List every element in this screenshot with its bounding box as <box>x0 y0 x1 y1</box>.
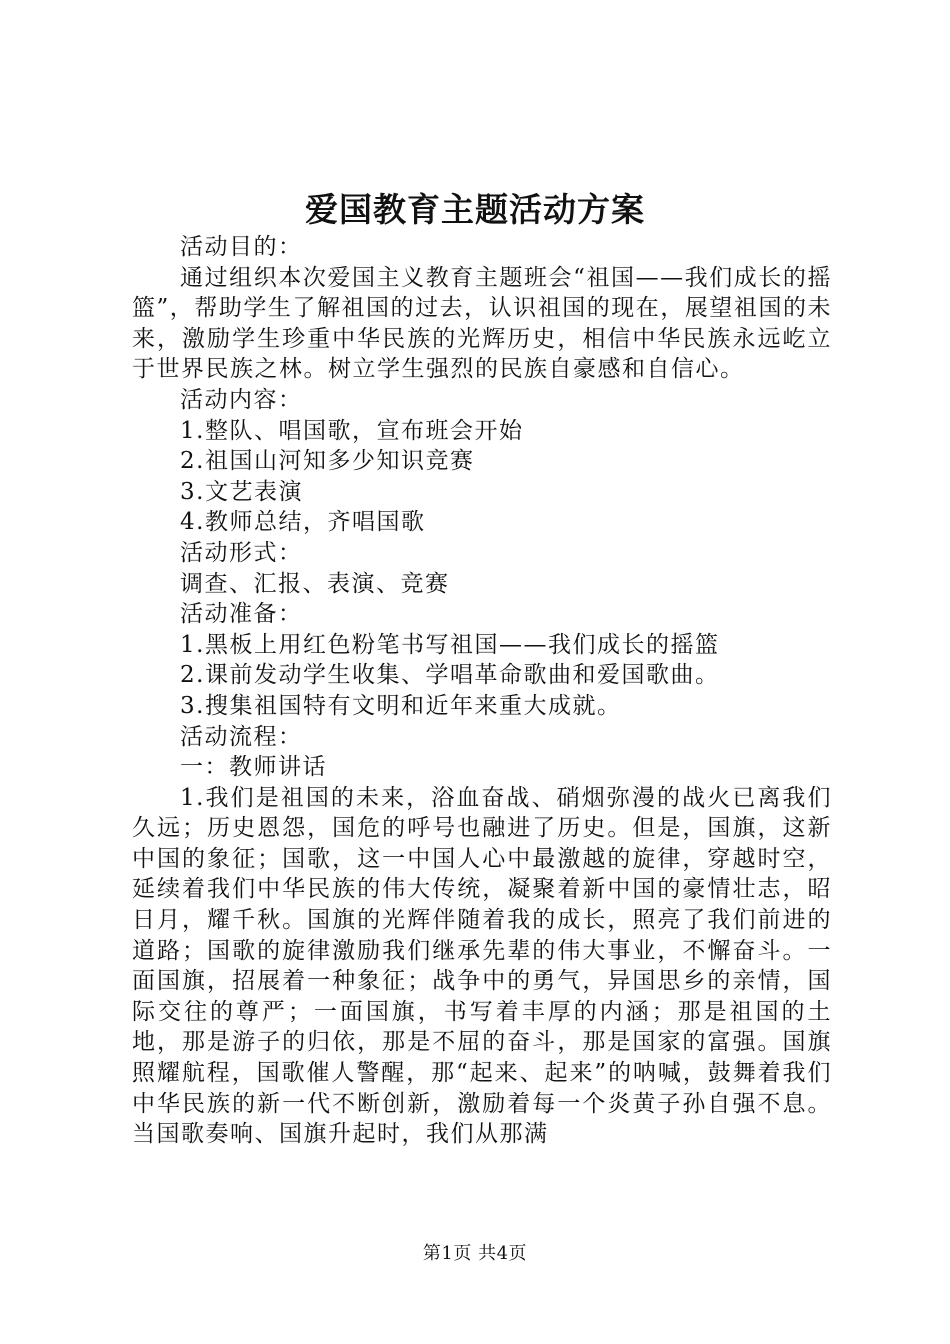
paragraph: 4.教师总结，齐唱国歌 <box>180 509 426 536</box>
paragraph: 调查、汇报、表演、竞赛 <box>180 570 450 597</box>
document-body <box>132 232 832 1150</box>
paragraph: 3.文艺表演 <box>180 478 303 505</box>
document-title: 爱国教育主题活动方案 <box>305 190 645 229</box>
paragraph: 活动准备： <box>180 601 303 628</box>
paragraph: 通过组织本次爱国主义教育主题班会“祖国——我们成长的摇篮”，帮助学生了解祖国的过去，认识祖国的现在，展望祖国的未来，激励学生珍重中华民族的光辉历史，相信中华民族永远屹立于世界民族之林。树立学生强烈的民族自豪感和自信心。 <box>132 264 832 383</box>
paragraph: 1.黑板上用红色粉笔书写祖国——我们成长的摇篮 <box>180 631 720 658</box>
paragraph: 1.整队、唱国歌，宣布班会开始 <box>180 417 524 444</box>
paragraph: 活动内容： <box>180 386 303 413</box>
page-footer: 第1页 共4页 <box>422 1243 528 1264</box>
paragraph: 3.搜集祖国特有文明和近年来重大成就。 <box>180 692 622 719</box>
paragraph: 2.祖国山河知多少知识竞赛 <box>180 448 475 475</box>
paragraph: 2.课前发动学生收集、学唱革命歌曲和爱国歌曲。 <box>180 662 720 689</box>
paragraph: 一：教师讲话 <box>180 754 327 781</box>
paragraph: 活动目的： <box>180 234 303 260</box>
paragraph: 1.我们是祖国的未来，浴血奋战、硝烟弥漫的战火已离我们久远；历史恩怨，国危的呼号也融进了历史。但是，国旗，这新中国的象征；国歌，这一中国人心中最激越的旋律，穿越时空，延续着我们中华民族的伟大传统，凝聚着新中国的豪情壮志，昭日月，耀千秋。国旗的光辉伴随着我的成长，照亮了我们前进的道路；国歌的旋律激励我们继承先辈的伟大事业，不懈奋斗。一面国旗，招展着一种象征；战争中的勇气，异国思乡的亲情，国际交往的尊严；一面国旗，书写着丰厚的内涵；那是祖国的土地，那是游子的归依，那是不屈的奋斗，那是国家的富强。国旗照耀航程，国歌催人警醒，那“起来、起来”的呐喊，鼓舞着我们中华民族的新一代不断创新，激励着每一个炎黄子孙自强不息。当国歌奏响、国旗升起时，我们从那满 <box>132 784 832 1148</box>
paragraph: 活动流程： <box>180 723 303 750</box>
paragraph: 活动形式： <box>180 539 303 566</box>
